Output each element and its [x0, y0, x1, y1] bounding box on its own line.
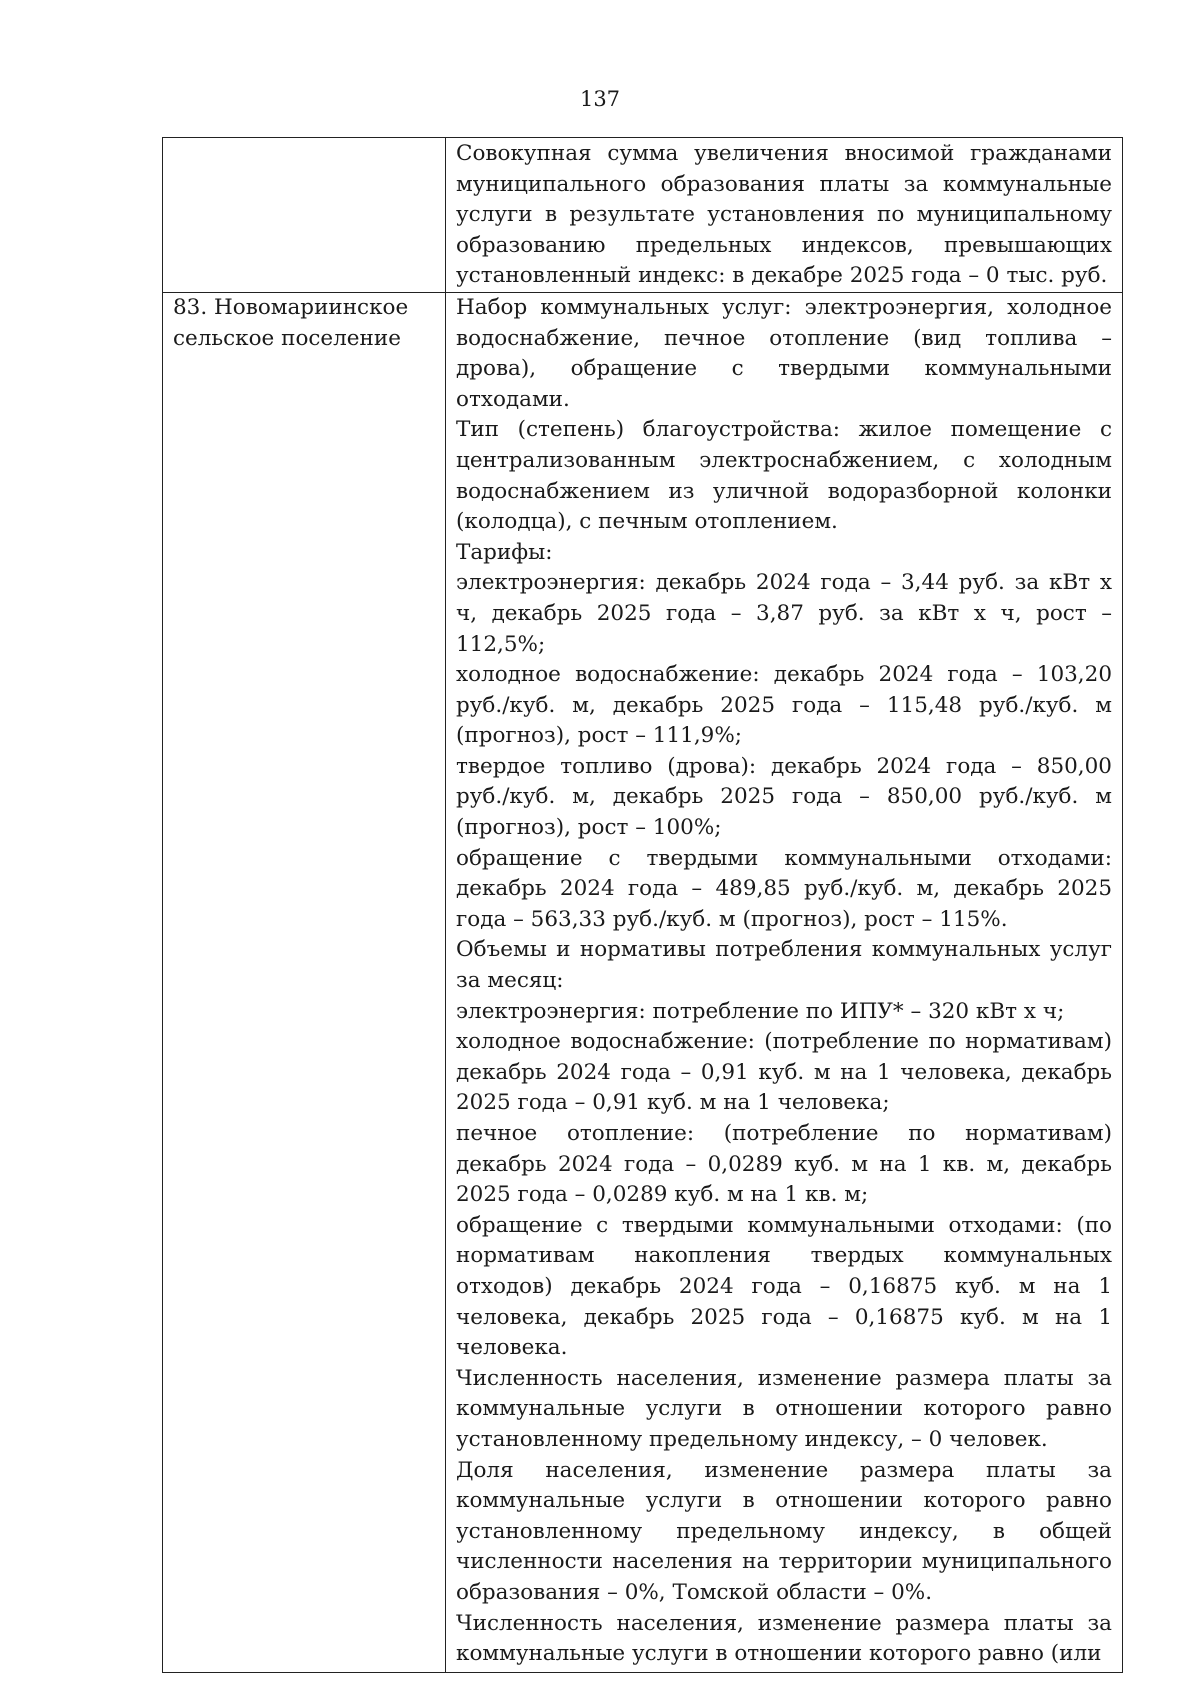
- description-cell: [446, 292, 1123, 1672]
- tariff-table: [162, 137, 1123, 1673]
- paragraph-tariff-firewood: твердое топливо (дрова): декабрь 2024 года – 850,00 руб./куб. м, декабрь 2025 года – 850,00 руб./куб. м (прогноз), рост – 100%;: [456, 753, 1112, 841]
- paragraph-tariffs-heading: Тарифы:: [456, 539, 553, 565]
- paragraph-tariff-electricity: электроэнергия: декабрь 2024 года – 3,44 руб. за кВт х ч, декабрь 2025 года – 3,87 руб. за кВт х ч, рост – 112,5%;: [456, 570, 1112, 657]
- paragraph-volume-waste: обращение с твердыми коммунальными отходами: (по нормативам накопления твердых коммунальных отходов) декабрь 2024 года – 0,16875 куб. м на 1 человека, декабрь 2025 года – 0,16875 куб. м на 1 человека.: [456, 1212, 1112, 1361]
- paragraph-total-increase: Совокупная сумма увеличения вносимой гражданами муниципального образования платы за коммунальные услуги в результате установления по муниципальному образованию предельных индексов, превышающих установленный индекс: в декабре 2025 года – 0 тыс. руб.: [456, 141, 1112, 289]
- paragraph-tariff-cold-water: холодное водоснабжение: декабрь 2024 года – 103,20 руб./куб. м, декабрь 2025 года – 115,48 руб./куб. м (прогноз), рост – 111,9%;: [456, 662, 1112, 749]
- paragraph-volume-heating: печное отопление: (потребление по нормативам) декабрь 2024 года – 0,0289 куб. м на 1 кв. м, декабрь 2025 года – 0,0289 куб. м на 1 кв. м;: [456, 1121, 1112, 1208]
- description-cell: [446, 138, 1123, 293]
- paragraph-services-set: Набор коммунальных услуг: электроэнергия, холодное водоснабжение, печное отопление (вид топлива – дрова), обращение с твердыми коммунальными отходами.: [456, 294, 1112, 412]
- paragraph-volumes-heading: Объемы и нормативы потребления коммунальных услуг за месяц:: [456, 937, 1112, 994]
- municipality-cell: 83. Новомариинское сельское поселение: [163, 292, 446, 1672]
- municipality-cell: [163, 138, 446, 293]
- paragraph-population-count-continued: Численность населения, изменение размера платы за коммунальные услуги в отношении которого равно (или: [456, 1610, 1112, 1667]
- table-row: [163, 138, 1123, 293]
- paragraph-tariff-waste: обращение с твердыми коммунальными отходами: декабрь 2024 года – 489,85 руб./куб. м, декабрь 2025 года – 563,33 руб./куб. м (прогноз), рост – 115%.: [456, 845, 1112, 932]
- paragraph-volume-electricity: электроэнергия: потребление по ИПУ* – 320 кВт х ч;: [456, 998, 1065, 1024]
- paragraph-amenity-type: Тип (степень) благоустройства: жилое помещение с централизованным электроснабжением, с холодным водоснабжением из уличной водоразборной колонки (колодца), с печным отоплением.: [456, 417, 1112, 535]
- page-number: 137: [579, 87, 621, 111]
- paragraph-population-count: Численность населения, изменение размера платы за коммунальные услуги в отношении которого равно установленному предельному индексу, – 0 человек.: [456, 1365, 1112, 1452]
- table-row: [163, 292, 1123, 1672]
- paragraph-volume-cold-water: холодное водоснабжение: (потребление по нормативам) декабрь 2024 года – 0,91 куб. м на 1 человека, декабрь 2025 года – 0,91 куб. м на 1 человека;: [456, 1029, 1112, 1116]
- paragraph-population-share: Доля населения, изменение размера платы за коммунальные услуги в отношении которого равно установленному предельному индексу, в общей численности населения на территории муниципального образования – 0%, Томской области – 0%.: [456, 1457, 1112, 1605]
